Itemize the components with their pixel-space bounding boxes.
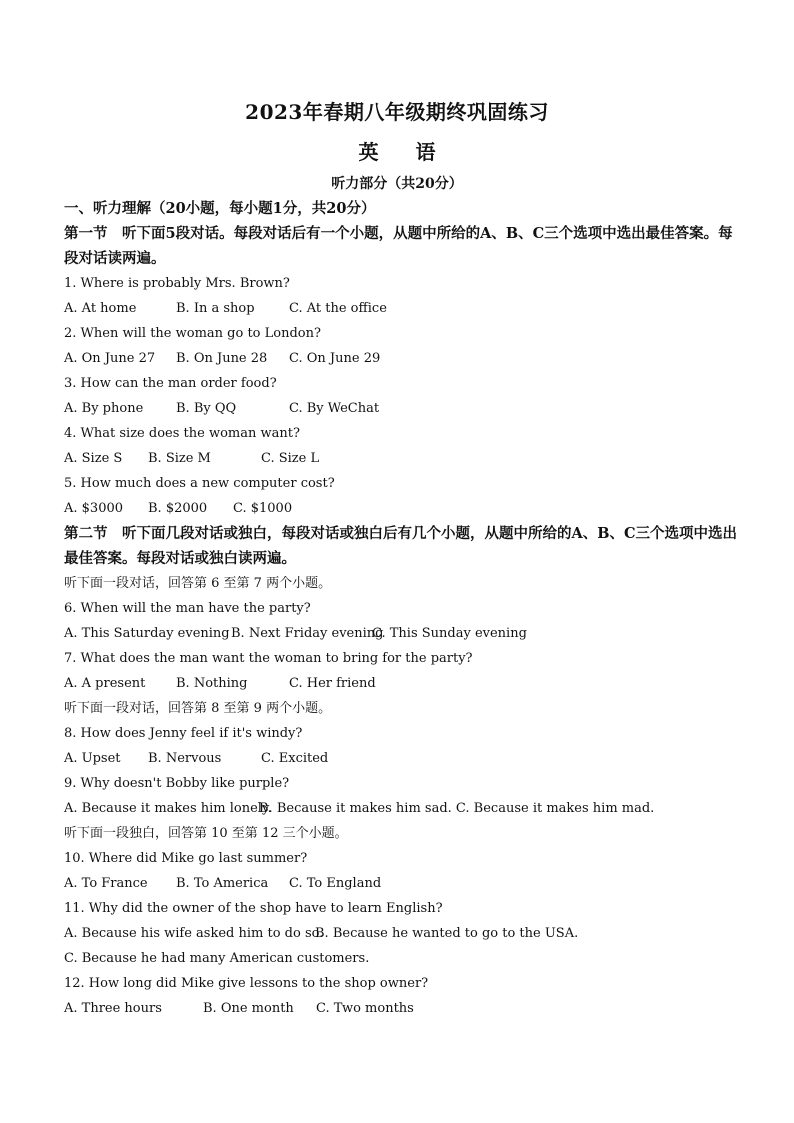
option-a: A. Because it makes him lonely. xyxy=(64,801,272,816)
option-b: B. To America xyxy=(176,876,269,891)
option-c: C. Size L xyxy=(261,451,320,466)
question-3: 3. How can the man order food? xyxy=(64,376,277,391)
option-a: A. This Saturday evening xyxy=(64,626,230,641)
question-9: 9. Why doesn't Bobby like purple? xyxy=(64,776,290,791)
part2-instructions: 第二节 听下面几段对话或独白，每段对话或独白后有几个小题，从题中所给的A、B、C三个选项中选出最佳答案。每段对话或独白读两遍。 xyxy=(64,525,738,567)
options-2 xyxy=(64,346,744,371)
direction-6-7: 听下面一段对话，回答第 6 至第 7 两个小题。 xyxy=(64,576,332,591)
question-1: 1. Where is probably Mrs. Brown? xyxy=(64,276,290,291)
option-b: B. In a shop xyxy=(176,301,255,316)
option-a: A. On June 27 xyxy=(64,351,156,366)
option-b: B. One month xyxy=(203,1001,294,1016)
part1-instructions: 第一节 听下面5段对话。每段对话后有一个小题，从题中所给的A、B、C三个选项中选出最佳答案。每段对话读两遍。 xyxy=(64,225,733,267)
option-c: C. $1000 xyxy=(233,501,293,516)
options-4 xyxy=(64,446,744,471)
options-7 xyxy=(64,671,744,696)
option-b: B. Nervous xyxy=(148,751,222,766)
option-c: C. Excited xyxy=(261,751,329,766)
option-b: B. By QQ xyxy=(176,401,237,416)
direction-10-12: 听下面一段独白，回答第 10 至第 12 三个小题。 xyxy=(64,826,348,841)
options-5 xyxy=(64,496,744,521)
option-a: A. Three hours xyxy=(64,1001,162,1016)
option-a: A. Size S xyxy=(64,451,123,466)
option-c: C. Her friend xyxy=(289,676,376,691)
question-6: 6. When will the man have the party? xyxy=(64,601,311,616)
option-c: C. Two months xyxy=(316,1001,414,1016)
option-b: B. Size M xyxy=(148,451,211,466)
options-8 xyxy=(64,746,744,771)
question-12: 12. How long did Mike give lessons to the shop owner? xyxy=(64,976,429,991)
option-b: B. $2000 xyxy=(148,501,208,516)
part-title: 听力部分（共20分） xyxy=(331,176,463,192)
option-c: C. Because he had many American customers. xyxy=(64,951,370,966)
options-1 xyxy=(64,296,744,321)
option-b: B. Nothing xyxy=(176,676,248,691)
page-title: 2023年春期八年级期终巩固练习 xyxy=(245,100,549,124)
question-5: 5. How much does a new computer cost? xyxy=(64,476,335,491)
options-3 xyxy=(64,396,744,421)
option-a: A. Because his wife asked him to do so. xyxy=(64,926,324,941)
option-c: C. On June 29 xyxy=(289,351,381,366)
question-8: 8. How does Jenny feel if it's windy? xyxy=(64,726,303,741)
option-a: A. Upset xyxy=(64,751,121,766)
section-heading: 一、听力理解（20小题，每小题1分，共20分） xyxy=(64,200,376,217)
question-2: 2. When will the woman go to London? xyxy=(64,326,321,341)
options-11 xyxy=(64,921,744,946)
subject-title: 英 语 xyxy=(358,140,436,164)
options-10 xyxy=(64,871,744,896)
question-body xyxy=(64,196,744,1021)
option-a: A. To France xyxy=(64,876,148,891)
options-9 xyxy=(64,796,744,821)
option-a: A. $3000 xyxy=(64,501,124,516)
option-b: B. Because he wanted to go to the USA. xyxy=(315,926,579,941)
option-a: A. At home xyxy=(64,301,137,316)
option-a: A. By phone xyxy=(64,401,144,416)
option-b: B. Next Friday evening xyxy=(231,626,384,641)
option-c: C. This Sunday evening xyxy=(372,626,527,641)
option-c: C. By WeChat xyxy=(289,401,380,416)
options-6 xyxy=(64,621,744,646)
option-b: B. On June 28 xyxy=(176,351,268,366)
question-4: 4. What size does the woman want? xyxy=(64,426,300,441)
options-12 xyxy=(64,996,744,1021)
direction-8-9: 听下面一段对话，回答第 8 至第 9 两个小题。 xyxy=(64,701,332,716)
question-11: 11. Why did the owner of the shop have to learn English? xyxy=(64,901,443,916)
question-10: 10. Where did Mike go last summer? xyxy=(64,851,308,866)
option-a: A. A present xyxy=(64,676,146,691)
option-b-c: B. Because it makes him sad. C. Because it makes him mad. xyxy=(259,801,655,816)
question-7: 7. What does the man want the woman to bring for the party? xyxy=(64,651,473,666)
option-c: C. To England xyxy=(289,876,382,891)
option-c: C. At the office xyxy=(289,301,387,316)
